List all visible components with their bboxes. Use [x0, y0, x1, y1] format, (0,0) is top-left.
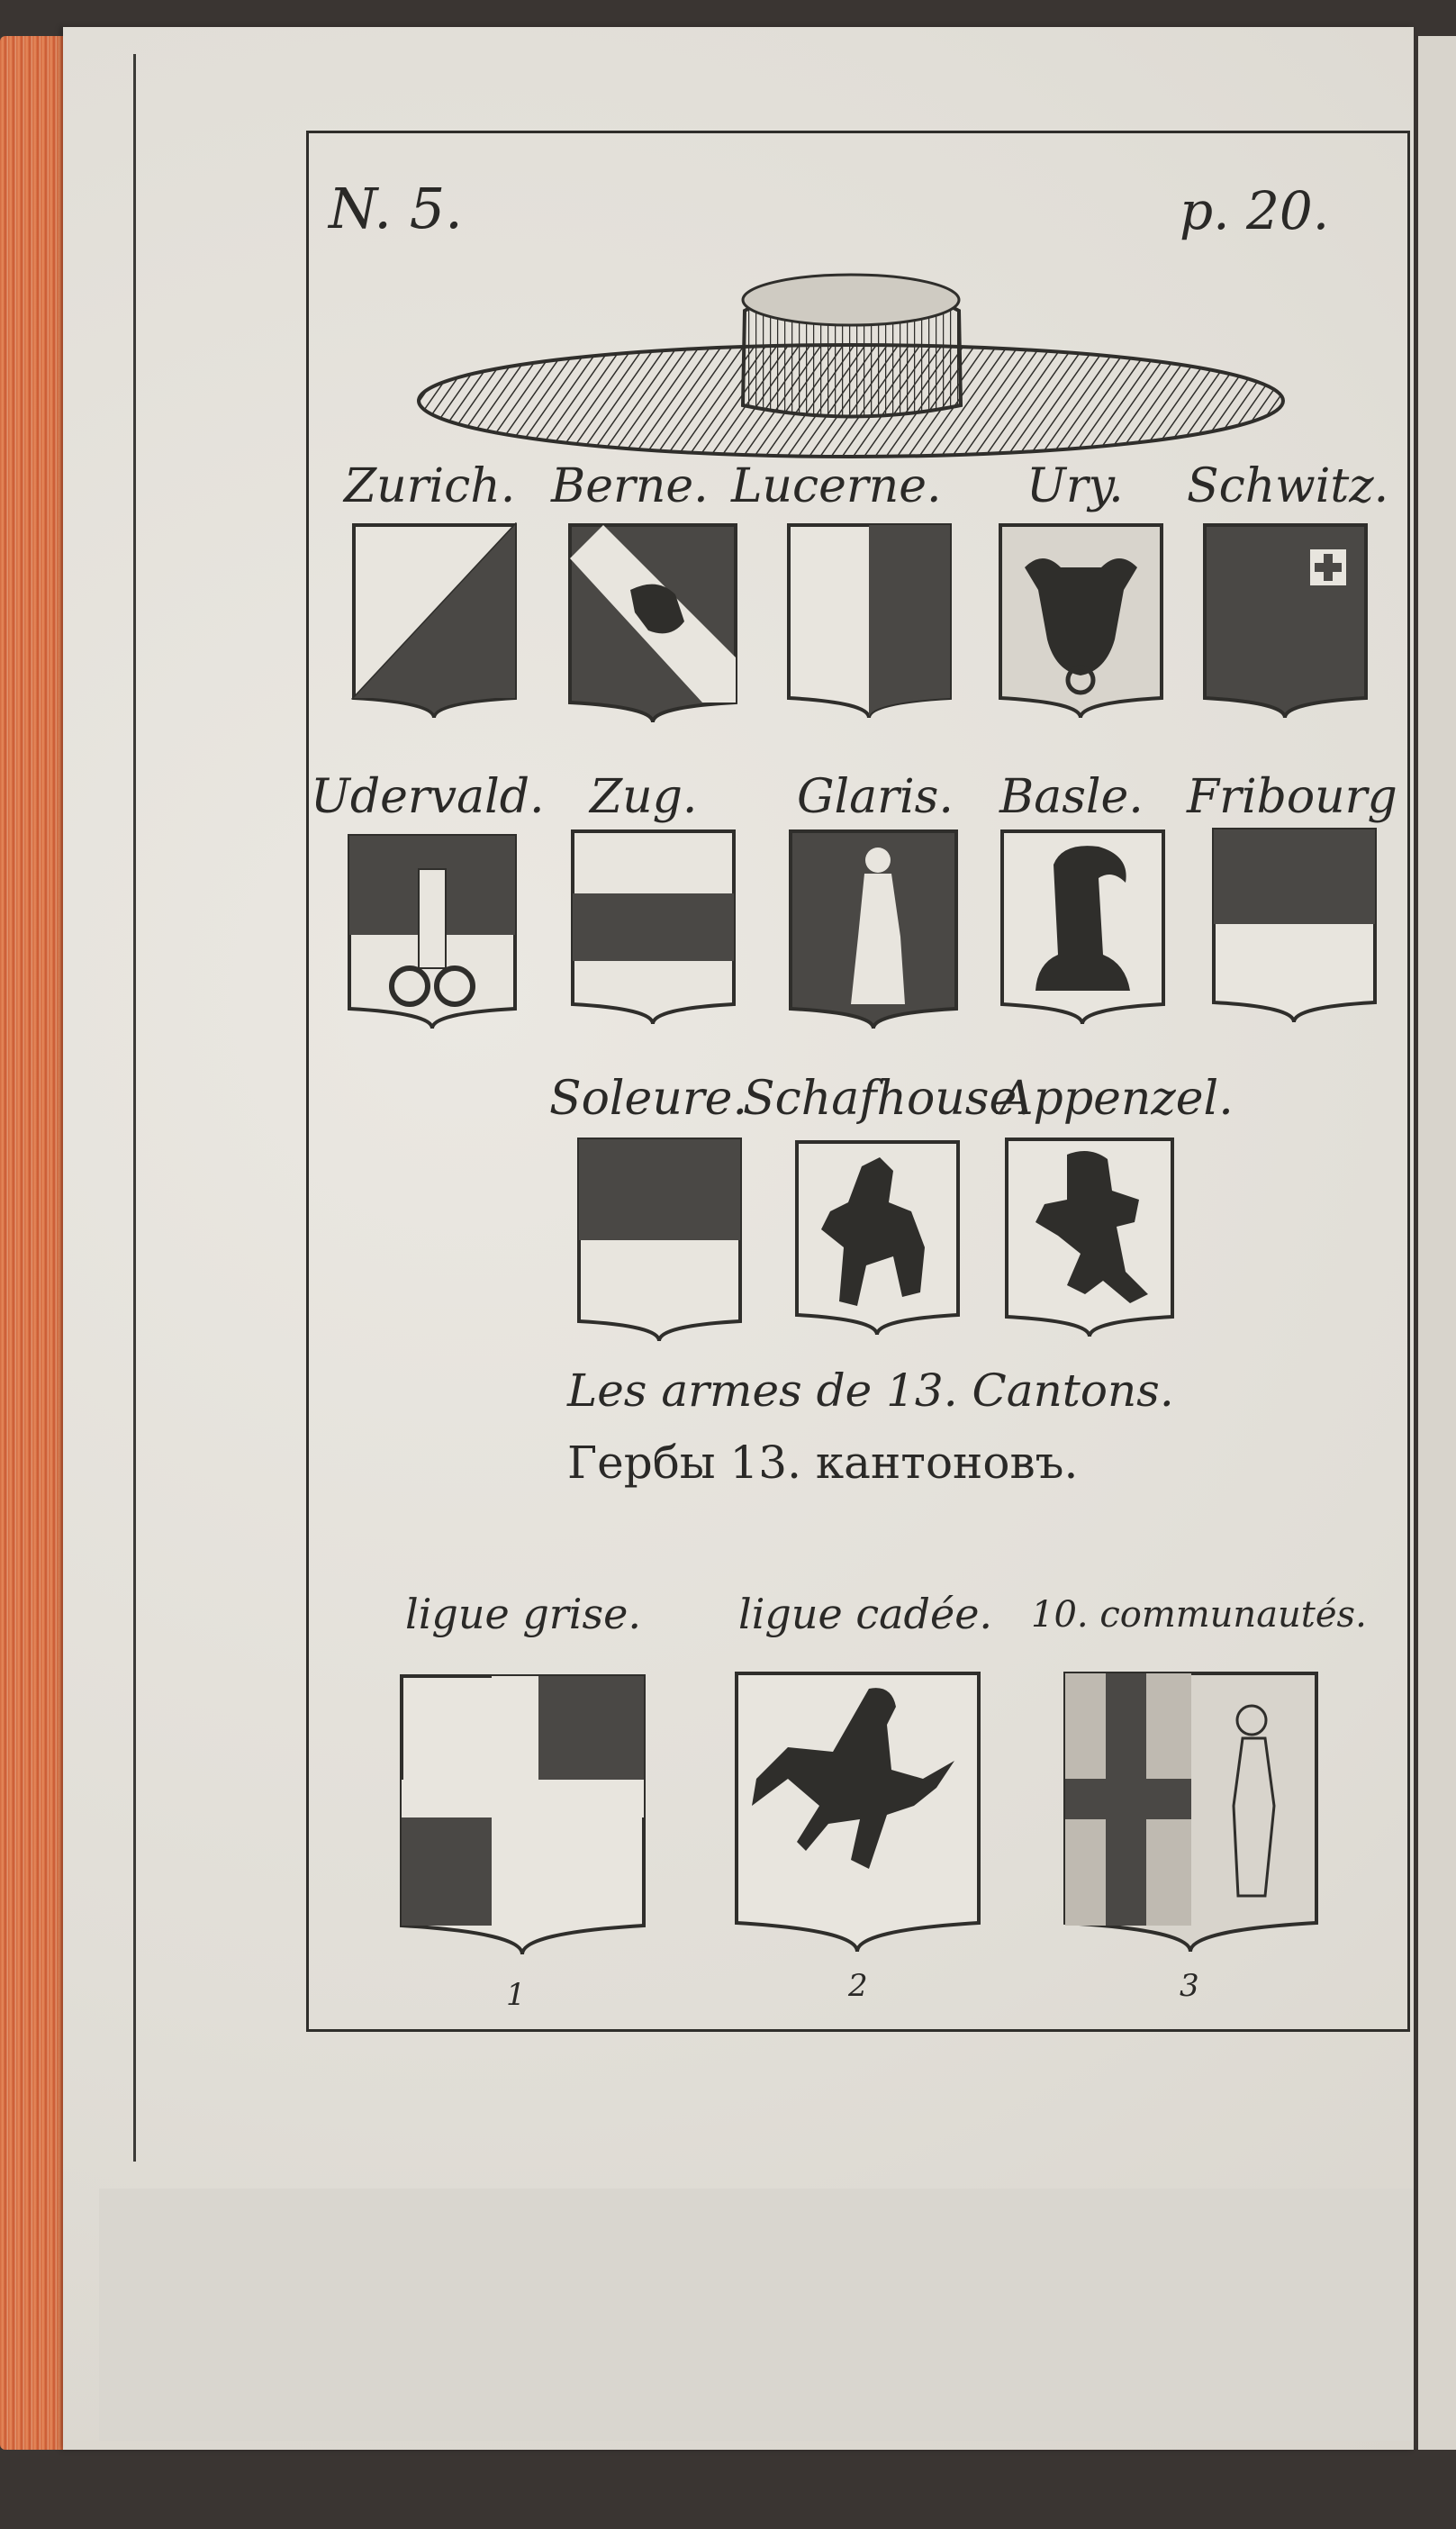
league-number-1: 1: [506, 1977, 526, 2013]
shield-schwitz: [1202, 522, 1369, 721]
shield-udervald: [347, 833, 518, 1031]
label-fribourg: Fribourg: [1187, 770, 1397, 824]
label-glaris: Glaris.: [797, 770, 954, 824]
page-number: p. 20.: [1180, 180, 1330, 241]
plate-number: N. 5.: [329, 176, 463, 241]
shield-fribourg: [1211, 827, 1378, 1025]
shield-dix-communautes: [1063, 1671, 1319, 1954]
shield-berne: [567, 522, 738, 725]
margin-rule: [133, 54, 136, 2162]
label-ligue-grise: ligue grise.: [405, 1590, 641, 1638]
label-zug: Zug.: [590, 770, 698, 824]
label-zurich: Zurich.: [344, 459, 516, 513]
caption-french: Les armes de 13. Cantons.: [567, 1364, 1174, 1417]
shield-basle: [999, 829, 1166, 1027]
label-dix-communautes: 10. communautés.: [1031, 1594, 1367, 1636]
league-number-2: 2: [848, 1968, 868, 2004]
label-schafhouse: Schafhouse.: [743, 1072, 1032, 1126]
shield-zug: [570, 829, 737, 1027]
league-number-3: 3: [1180, 1968, 1199, 2004]
label-ligue-cadee: ligue cadée.: [738, 1590, 993, 1638]
label-basle: Basle.: [999, 770, 1144, 824]
label-ury: Ury.: [1026, 459, 1124, 513]
label-schwitz: Schwitz.: [1187, 459, 1389, 513]
shield-glaris: [788, 829, 959, 1031]
facing-page-edge: [1418, 36, 1456, 2450]
page-bottom-band: [99, 2189, 1414, 2441]
shield-ligue-grise: [399, 1673, 647, 1957]
label-udervald: Udervald.: [311, 770, 545, 824]
shield-schafhouse: [794, 1139, 961, 1337]
caption-russian: Гербы 13. кантоновъ.: [567, 1437, 1079, 1489]
label-lucerne: Lucerne.: [731, 459, 942, 513]
shield-ligue-cadee: [734, 1671, 981, 1954]
label-appenzel: Appenzel.: [999, 1072, 1234, 1126]
shield-lucerne: [786, 522, 953, 721]
label-soleure: Soleure.: [549, 1072, 747, 1126]
shield-ury: [998, 522, 1164, 721]
swiss-hat-illustration: [410, 257, 1292, 473]
label-berne: Berne.: [551, 459, 709, 513]
shield-zurich: [351, 522, 518, 721]
shield-soleure: [576, 1137, 743, 1344]
shield-appenzel: [1004, 1137, 1175, 1339]
